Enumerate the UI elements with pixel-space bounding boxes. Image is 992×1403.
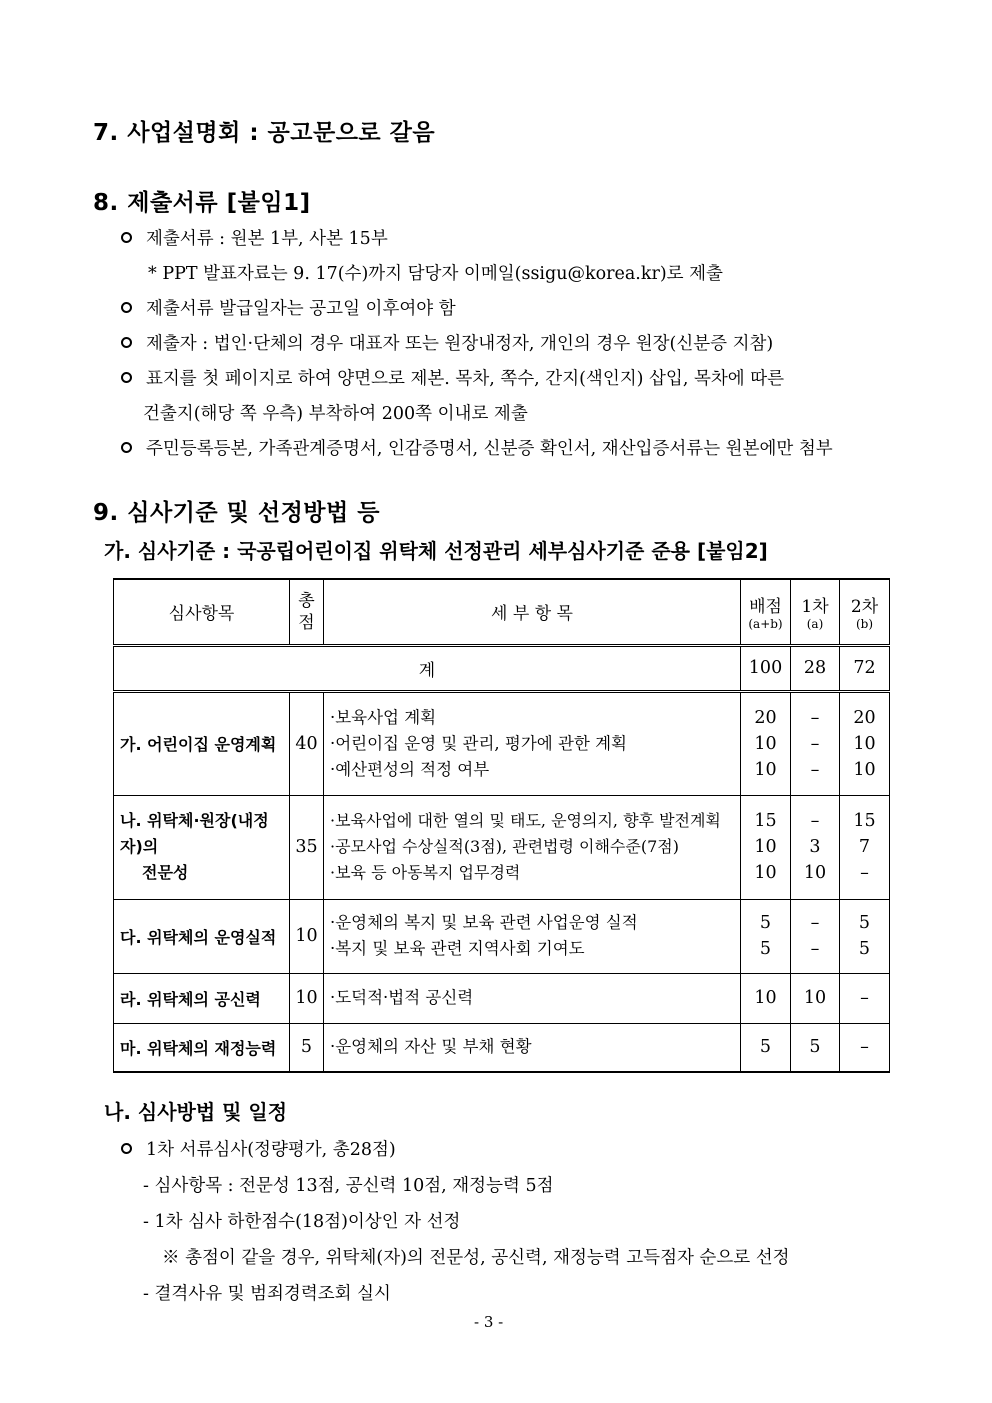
circle-bullet-icon bbox=[121, 372, 132, 383]
section-9-title: 9. 심사기준 및 선정방법 등 bbox=[93, 500, 380, 526]
header-item: 심사항목 bbox=[114, 579, 290, 645]
circle-bullet-icon bbox=[121, 337, 132, 348]
header-total: 총 점 bbox=[290, 579, 324, 645]
list-item-continuation: 건출지(해당 쪽 우측) 부착하여 200쪽 이내로 제출 bbox=[143, 404, 528, 424]
table-row: 가. 어린이집 운영계획 40 ·보육사업 계획 ·어린이집 운영 및 관리, 평가에 관한 계획 ·예산편성의 적정 여부 20 10 10 – – – 20 10 10 bbox=[114, 691, 890, 795]
header-score: 배점 (a+b) bbox=[741, 579, 791, 645]
section-8-title: 8. 제출서류 [붙임1] bbox=[93, 190, 311, 216]
sum-second: 72 bbox=[840, 645, 890, 691]
list-item-dash: - 결격사유 및 범죄경력조회 실시 bbox=[143, 1284, 391, 1304]
table-row: 마. 위탁체의 재정능력 5 ·운영체의 자산 및 부채 현황 5 5 – bbox=[114, 1023, 890, 1072]
subsection-a-title: 가. 심사기준 : 국공립어린이집 위탁체 선정관리 세부심사기준 준용 [붙임2] bbox=[104, 539, 768, 563]
table-row: 나. 위탁체·원장(내정자)의 전문성 35 ·보육사업에 대한 열의 및 태도, 운영의지, 향후 발전계획 ·공모사업 수상실적(3점), 관련법령 이해수준(7점) ·보육 등 아동복지 업무경력 15 10 10 – 3 10 15 7 – bbox=[114, 795, 890, 899]
list-item: 주민등록등본, 가족관계증명서, 인감증명서, 신분증 확인서, 재산입증서류는 원본에만 첨부 bbox=[121, 435, 833, 460]
table-header-row bbox=[114, 579, 890, 645]
list-item-dash: - 1차 심사 하한점수(18점)이상인 자 선정 bbox=[143, 1212, 461, 1232]
list-item-note: * PPT 발표자료는 9. 17(수)까지 담당자 이메일(ssigu@korea.kr)로 제출 bbox=[148, 264, 723, 284]
criteria-table bbox=[113, 578, 890, 1073]
list-item: 제출서류 발급일자는 공고일 이후여야 함 bbox=[121, 295, 456, 320]
list-item-dash: - 심사항목 : 전문성 13점, 공신력 10점, 재정능력 5점 bbox=[143, 1176, 554, 1196]
list-item: 표지를 첫 페이지로 하여 양면으로 제본. 목차, 쪽수, 간지(색인지) 삽입, 목차에 따른 bbox=[121, 365, 784, 390]
list-item-note: ※ 총점이 같을 경우, 위탁체(자)의 전문성, 공신력, 재정능력 고득점자 순으로 선정 bbox=[162, 1248, 790, 1268]
header-detail: 세 부 항 목 bbox=[324, 579, 741, 645]
header-second: 2차 (b) bbox=[840, 579, 890, 645]
circle-bullet-icon bbox=[121, 1143, 132, 1154]
circle-bullet-icon bbox=[121, 442, 132, 453]
sum-first: 28 bbox=[791, 645, 840, 691]
circle-bullet-icon bbox=[121, 232, 132, 243]
page-number: - 3 - bbox=[474, 1313, 504, 1331]
list-item: 1차 서류심사(정량평가, 총28점) bbox=[121, 1136, 396, 1161]
table-row: 라. 위탁체의 공신력 10 ·도덕적·법적 공신력 10 10 – bbox=[114, 973, 890, 1023]
subsection-b-title: 나. 심사방법 및 일정 bbox=[104, 1100, 288, 1124]
circle-bullet-icon bbox=[121, 302, 132, 313]
header-first: 1차 (a) bbox=[791, 579, 840, 645]
table-row: 다. 위탁체의 운영실적 10 ·운영체의 복지 및 보육 관련 사업운영 실적 ·복지 및 보육 관련 지역사회 기여도 5 5 – – 5 5 bbox=[114, 899, 890, 973]
sum-label: 계 bbox=[114, 645, 741, 691]
sum-score: 100 bbox=[741, 645, 791, 691]
list-item: 제출자 : 법인·단체의 경우 대표자 또는 원장내정자, 개인의 경우 원장(신분증 지참) bbox=[121, 330, 773, 355]
list-item: 제출서류 : 원본 1부, 사본 15부 bbox=[121, 225, 388, 250]
section-7-title: 7. 사업설명회 : 공고문으로 갈음 bbox=[93, 120, 436, 146]
table-sum-row bbox=[114, 645, 890, 691]
